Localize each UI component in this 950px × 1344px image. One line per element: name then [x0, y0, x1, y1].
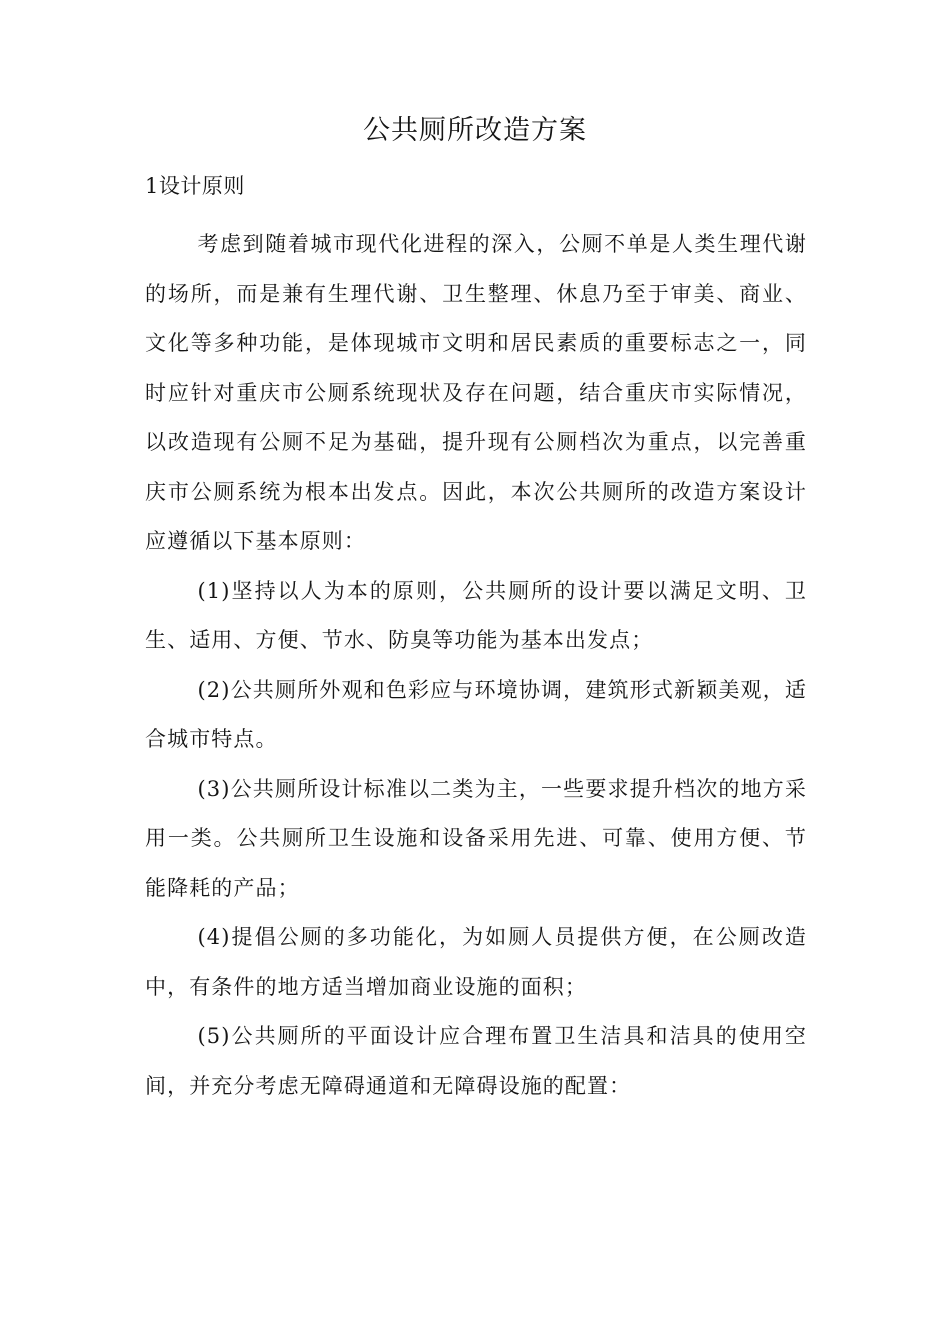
- paragraph-principle-4: (4)提倡公厕的多功能化，为如厕人员提供方便，在公厕改造中，有条件的地方适当增加商业设施的面积；: [145, 925, 807, 999]
- paragraph-principle-2: (2)公共厕所外观和色彩应与环境协调，建筑形式新颖美观，适合城市特点。: [145, 677, 807, 751]
- paragraph-principle-1: (1)坚持以人为本的原则，公共厕所的设计要以满足文明、卫生、适用、方便、节水、防臭等功能为基本出发点；: [145, 578, 807, 652]
- document-body: [145, 220, 807, 1111]
- paragraph-intro: 考虑到随着城市现代化进程的深入，公厕不单是人类生理代谢的场所，而是兼有生理代谢、卫生整理、休息乃至于审美、商业、文化等多种功能，是体现城市文明和居民素质的重要标志之一，同时应针对重庆市公厕系统现状及存在问题，结合重庆市实际情况，以改造现有公厕不足为基础，提升现有公厕档次为重点，以完善重庆市公厕系统为根本出发点。因此，本次公共厕所的改造方案设计应遵循以下基本原则：: [145, 232, 807, 553]
- paragraph-principle-3: (3)公共厕所设计标准以二类为主，一些要求提升档次的地方采用一类。公共厕所卫生设施和设备采用先进、可靠、使用方便、节能降耗的产品；: [145, 776, 807, 900]
- paragraph-principle-5: (5)公共厕所的平面设计应合理布置卫生洁具和洁具的使用空间，并充分考虑无障碍通道和无障碍设施的配置：: [145, 1024, 807, 1098]
- section-heading: 1设计原则: [145, 174, 245, 198]
- document-title: 公共厕所改造方案: [363, 115, 587, 146]
